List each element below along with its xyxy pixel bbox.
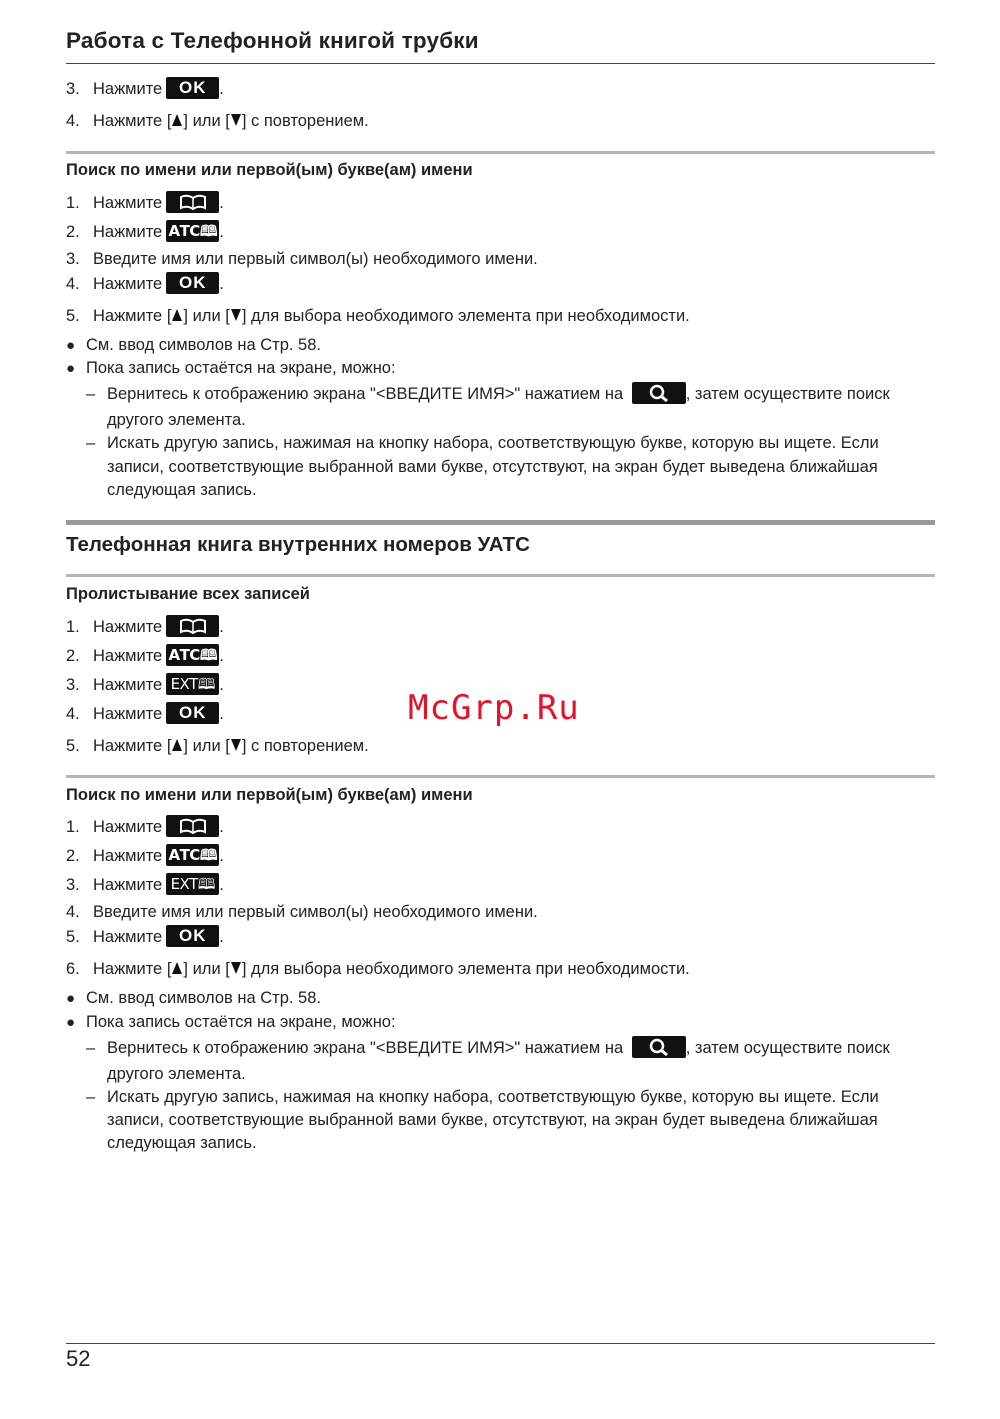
while-shown-text: Пока запись остаётся на экране, можно: bbox=[86, 1013, 396, 1031]
or-text: или bbox=[192, 737, 221, 755]
step-number: 1. bbox=[66, 818, 80, 836]
step-number: 1. bbox=[66, 194, 80, 212]
press-text: Нажмите bbox=[93, 847, 163, 865]
press-text: Нажмите bbox=[93, 737, 163, 755]
step-number: 1. bbox=[66, 618, 80, 636]
page-title: Работа с Телефонной книгой трубки bbox=[66, 28, 479, 53]
step bbox=[66, 901, 538, 923]
press-text: Нажмите bbox=[93, 676, 163, 694]
press-text: Нажмите bbox=[93, 876, 163, 894]
step: 1. Нажмите . bbox=[66, 816, 224, 839]
step: 2. Нажмите АТС🕮 . bbox=[66, 221, 224, 241]
atc-key: АТС🕮 bbox=[166, 644, 219, 666]
section-heading: Телефонная книга внутренних номеров УАТС bbox=[66, 533, 530, 556]
step-number: 4. bbox=[66, 705, 80, 723]
press-text: Нажмите bbox=[93, 818, 163, 836]
step: 1. Нажмите . bbox=[66, 616, 224, 639]
or-text: или bbox=[192, 112, 221, 130]
step: 3. Нажмите EXT🕮 . bbox=[66, 874, 224, 894]
ext-key: EXT🕮 bbox=[166, 873, 219, 895]
subheading: Пролистывание всех записей bbox=[66, 585, 310, 603]
section-rule bbox=[66, 520, 935, 525]
section-rule bbox=[66, 775, 935, 778]
ext-label: EXT bbox=[170, 874, 198, 893]
atc-label: АТС bbox=[168, 645, 200, 664]
up-arrow-icon bbox=[171, 113, 183, 127]
return-text: Вернитесь к отображению экрана "<ВВЕДИТЕ ИМЯ>" нажатием на bbox=[107, 1039, 624, 1057]
down-arrow-icon bbox=[230, 113, 242, 127]
dash-item: – Вернитесь к отображению экрана "<ВВЕДИТЕ ИМЯ>" нажатием на , затем осуществите поиск bbox=[86, 1037, 890, 1060]
return-cont-text: другого элемента. bbox=[107, 1065, 246, 1083]
or-text: или bbox=[192, 960, 221, 978]
up-arrow-icon bbox=[171, 961, 183, 975]
bullet-item: ● Пока запись остаётся на экране, можно: bbox=[66, 359, 396, 377]
down-arrow-icon bbox=[230, 738, 242, 752]
step bbox=[66, 248, 538, 270]
step: 4. Нажмите OK . bbox=[66, 272, 224, 293]
step-number: 4. bbox=[66, 275, 80, 293]
enter-name-text: Введите имя или первый символ(ы) необходимого имени. bbox=[93, 903, 538, 921]
step: 4. Нажмите [ ] или [ ] с повторением. bbox=[66, 112, 369, 130]
step-number: 3. bbox=[66, 676, 80, 694]
step: 2. Нажмите АТС🕮 . bbox=[66, 845, 224, 865]
atc-key: АТС🕮 bbox=[166, 220, 219, 242]
step-number: 6. bbox=[66, 960, 80, 978]
dash-item: – Вернитесь к отображению экрана "<ВВЕДИТЕ ИМЯ>" нажатием на , затем осуществите поиск bbox=[86, 383, 890, 406]
press-text: Нажмите bbox=[93, 928, 163, 946]
book-icon bbox=[166, 191, 219, 213]
press-text: Нажмите bbox=[93, 647, 163, 665]
ok-key: OK bbox=[166, 77, 219, 99]
press-text: Нажмите bbox=[93, 80, 163, 98]
step-number: 2. bbox=[66, 647, 80, 665]
step-number: 3. bbox=[66, 876, 80, 894]
up-arrow-icon bbox=[171, 738, 183, 752]
step-number: 5. bbox=[66, 928, 80, 946]
step-number: 5. bbox=[66, 307, 80, 325]
press-text: Нажмите bbox=[93, 960, 163, 978]
return-text: Вернитесь к отображению экрана "<ВВЕДИТЕ ИМЯ>" нажатием на bbox=[107, 385, 624, 403]
see-chars-text: См. ввод символов на Стр. 58. bbox=[86, 989, 321, 1007]
press-text: Нажмите bbox=[93, 705, 163, 723]
step-number: 3. bbox=[66, 250, 80, 268]
dash-item: – Искать другую запись, нажимая на кнопку набора, соответствующую букве, которую вы ищете. Если bbox=[86, 434, 879, 452]
section-rule bbox=[66, 151, 935, 154]
ext-label: EXT bbox=[170, 674, 198, 693]
step-number: 2. bbox=[66, 847, 80, 865]
search-text: записи, соответствующие выбранной вами букве, отсутствуют, на экран будет выведена ближайшая bbox=[107, 458, 878, 476]
search-icon bbox=[632, 382, 686, 404]
or-text: или bbox=[192, 307, 221, 325]
ok-key: OK bbox=[166, 272, 219, 294]
watermark: McGrp.Ru bbox=[408, 688, 580, 728]
step: 1. Нажмите . bbox=[66, 192, 224, 215]
book-icon bbox=[166, 815, 219, 837]
search-text: Искать другую запись, нажимая на кнопку набора, соответствующую букве, которую вы ищете. Если bbox=[107, 1088, 879, 1106]
select-text: для выбора необходимого элемента при необходимости. bbox=[251, 307, 690, 325]
ext-key: EXT🕮 bbox=[166, 673, 219, 695]
up-arrow-icon bbox=[171, 308, 183, 322]
bullet-item: ● Пока запись остаётся на экране, можно: bbox=[66, 1013, 396, 1031]
step: 4. Нажмите OK . bbox=[66, 702, 224, 723]
step: 5. Нажмите [ ] или [ ] для выбора необходимого элемента при необходимости. bbox=[66, 307, 690, 325]
ok-key: OK bbox=[166, 925, 219, 947]
book-icon bbox=[166, 615, 219, 637]
subheading: Поиск по имени или первой(ым) букве(ам) имени bbox=[66, 161, 473, 179]
section-rule bbox=[66, 574, 935, 577]
ok-key: OK bbox=[166, 702, 219, 724]
step-number: 4. bbox=[66, 903, 80, 921]
press-text: Нажмите bbox=[93, 618, 163, 636]
press-text: Нажмите bbox=[93, 223, 163, 241]
step: 3. Нажмите EXT🕮 . bbox=[66, 674, 224, 694]
enter-name-text: Введите имя или первый символ(ы) необходимого имени. bbox=[93, 250, 538, 268]
return-cont-text: другого элемента. bbox=[107, 411, 246, 429]
step: 5. Нажмите [ ] или [ ] с повторением. bbox=[66, 737, 369, 755]
subheading: Поиск по имени или первой(ым) букве(ам) имени bbox=[66, 786, 473, 804]
repeat-text: с повторением. bbox=[251, 112, 369, 130]
bullet-item: ● См. ввод символов на Стр. 58. bbox=[66, 336, 321, 354]
footer-rule bbox=[66, 1343, 935, 1344]
select-text: для выбора необходимого элемента при необходимости. bbox=[251, 960, 690, 978]
down-arrow-icon bbox=[230, 961, 242, 975]
dash-item: – Искать другую запись, нажимая на кнопку набора, соответствующую букве, которую вы ищете. Если bbox=[86, 1088, 879, 1106]
step: 6. Нажмите [ ] или [ ] для выбора необходимого элемента при необходимости. bbox=[66, 960, 690, 978]
press-text: Нажмите bbox=[93, 112, 163, 130]
down-arrow-icon bbox=[230, 308, 242, 322]
title-rule bbox=[66, 63, 935, 64]
page-number: 52 bbox=[66, 1346, 91, 1371]
atc-label: АТС bbox=[168, 221, 200, 240]
step: 2. Нажмите АТС🕮 . bbox=[66, 645, 224, 665]
step: 3. Нажмите OK . bbox=[66, 77, 224, 98]
repeat-text: с повторением. bbox=[251, 737, 369, 755]
search-icon bbox=[632, 1036, 686, 1058]
step-number: 4. bbox=[66, 112, 80, 130]
while-shown-text: Пока запись остаётся на экране, можно: bbox=[86, 359, 396, 377]
step-number: 3. bbox=[66, 80, 80, 98]
atc-label: АТС bbox=[168, 845, 200, 864]
return-post-text: , затем осуществите поиск bbox=[685, 1039, 890, 1057]
return-post-text: , затем осуществите поиск bbox=[685, 385, 890, 403]
search-text: записи, соответствующие выбранной вами букве, отсутствуют, на экран будет выведена ближайшая bbox=[107, 1111, 878, 1129]
search-text: следующая запись. bbox=[107, 481, 257, 499]
search-text: следующая запись. bbox=[107, 1134, 257, 1152]
step-number: 5. bbox=[66, 737, 80, 755]
press-text: Нажмите bbox=[93, 307, 163, 325]
step: 5. Нажмите OK . bbox=[66, 925, 224, 946]
atc-key: АТС🕮 bbox=[166, 844, 219, 866]
press-text: Нажмите bbox=[93, 275, 163, 293]
press-text: Нажмите bbox=[93, 194, 163, 212]
bullet-item: ● См. ввод символов на Стр. 58. bbox=[66, 989, 321, 1007]
see-chars-text: См. ввод символов на Стр. 58. bbox=[86, 336, 321, 354]
search-text: Искать другую запись, нажимая на кнопку набора, соответствующую букве, которую вы ищете. Если bbox=[107, 434, 879, 452]
step-number: 2. bbox=[66, 223, 80, 241]
